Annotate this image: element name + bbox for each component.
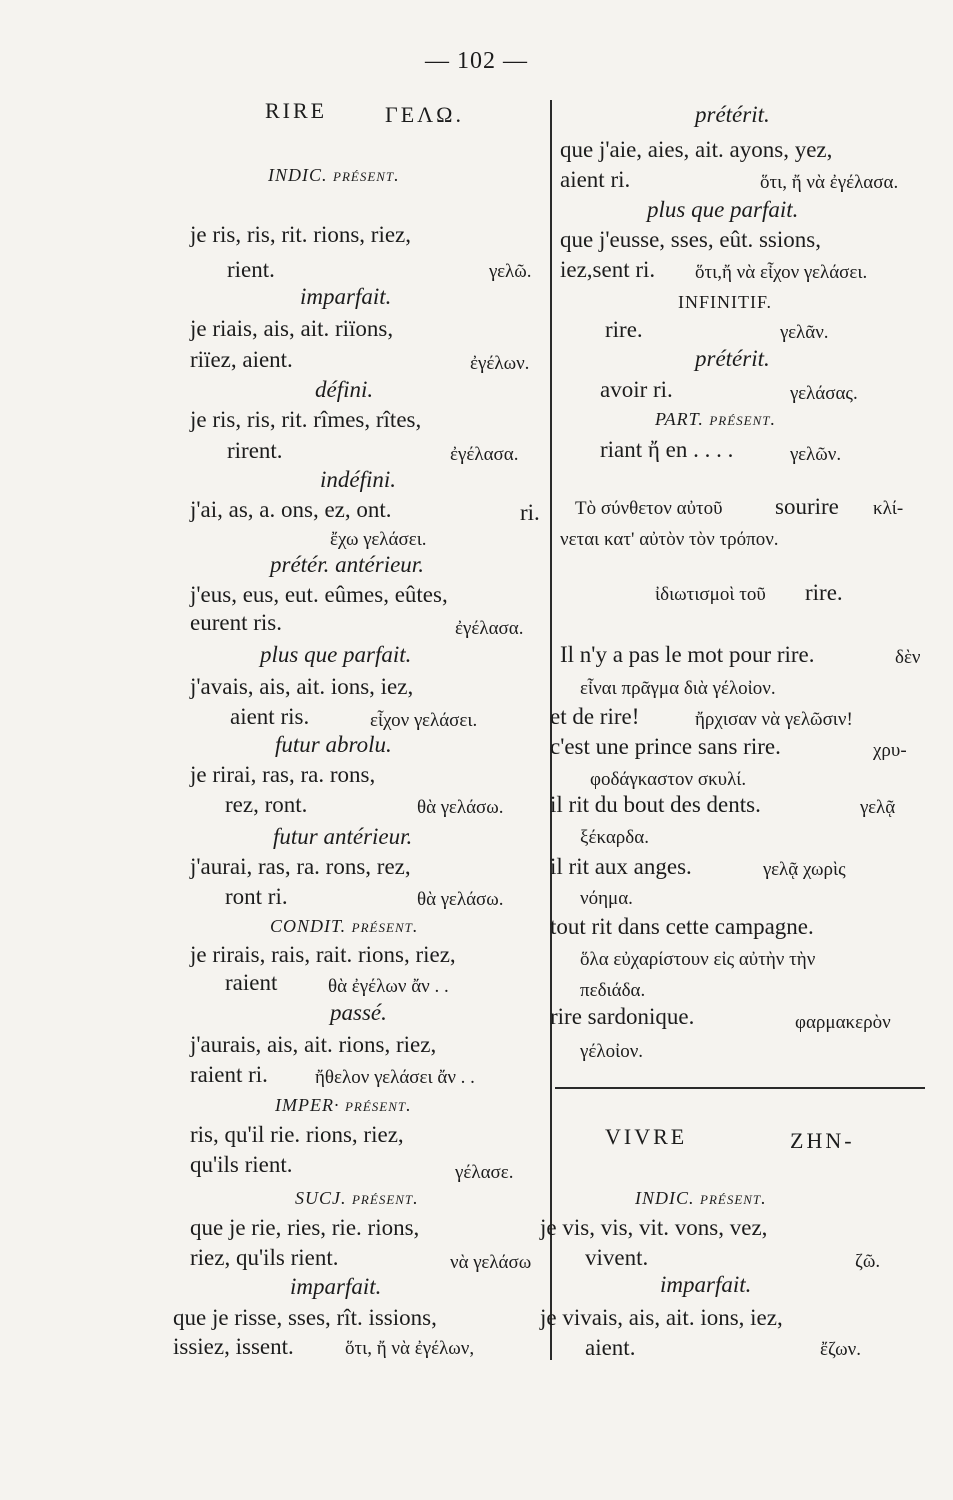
left-text-line: futur antérieur. xyxy=(273,824,413,849)
left-text-line: ἐγέλων. xyxy=(470,353,530,374)
left-text-line: θὰ ἐγέλων ἄν . . xyxy=(328,976,449,997)
left-text-line: θὰ γελάσω. xyxy=(417,889,504,910)
right-text-line: ὅτι, ἤ νὰ ἐγέλασα. xyxy=(760,172,899,193)
left-text-line: indéfini. xyxy=(320,467,397,492)
left-text-line: γελῶ. xyxy=(489,261,532,282)
left-text-line: εἶχον γελάσει. xyxy=(370,710,478,731)
left-text-line: γέλασε. xyxy=(455,1162,514,1183)
left-text-line: eurent ris. xyxy=(190,610,282,635)
left-text-line: j'ai, as, a. ons, ez, ont. xyxy=(190,497,392,522)
right-text-line: aient ri. xyxy=(560,167,631,192)
left-text-line: défini. xyxy=(315,377,374,402)
left-text-line: νὰ γελάσω xyxy=(450,1252,532,1273)
left-text-line: imparfait. xyxy=(300,284,392,309)
left-text-line: SUCJ. présent. xyxy=(295,1188,419,1208)
right-text-line: γελῶν. xyxy=(790,444,842,465)
left-text-line: ἔχω γελάσει. xyxy=(330,529,427,550)
right-text-line: Τὸ σύνθετον αὐτοῦ xyxy=(575,498,723,519)
right-text-line: prétérit. xyxy=(695,346,770,371)
left-text-line: imparfait. xyxy=(290,1274,382,1299)
right-text-line: rire. xyxy=(805,580,843,605)
right-text-line: c'est une prince sans rire. xyxy=(550,734,781,759)
right-text-line: que j'aie, aies, ait. ayons, yez, xyxy=(560,137,833,162)
right-text-line: avoir ri. xyxy=(600,377,673,402)
left-text-line: passé. xyxy=(330,1000,387,1025)
left-text-line: qu'ils rient. xyxy=(190,1152,293,1177)
left-text-line: je ris, ris, rit. rîmes, rîtes, xyxy=(190,407,422,432)
left-text-line: j'aurai, ras, ra. rons, rez, xyxy=(190,854,411,879)
left-text-line: plus que parfait. xyxy=(260,642,412,667)
left-text-line: que je rie, ries, rie. rions, xyxy=(190,1215,420,1240)
left-text-line: ΓΕΛΩ. xyxy=(385,102,464,127)
right-text-line: φοδάγκαστον σκυλί. xyxy=(590,769,747,790)
left-text-line: raient xyxy=(225,970,278,995)
left-text-line: rient. xyxy=(227,257,275,282)
left-text-line: ris, qu'il rie. rions, riez, xyxy=(190,1122,404,1147)
right-text-line: ΖΗΝ- xyxy=(790,1128,855,1153)
right-text-line: vivent. xyxy=(585,1245,649,1270)
right-text-line: γελᾷ xyxy=(860,797,896,818)
left-text-line: prétér. antérieur. xyxy=(270,552,424,577)
right-text-line: rire sardonique. xyxy=(550,1004,695,1029)
right-text-line: sourire xyxy=(775,494,839,519)
left-text-line: rirent. xyxy=(227,438,283,463)
left-text-line: ἐγέλασα. xyxy=(455,618,524,639)
right-text-line: je vivais, ais, ait. ions, iez, xyxy=(540,1305,783,1330)
right-text-line: riant ἤ en . . . . xyxy=(600,437,734,462)
right-text-line: INDIC. présent. xyxy=(635,1188,767,1208)
left-text-line: que je risse, sses, rît. issions, xyxy=(173,1305,437,1330)
right-text-line: il rit du bout des dents. xyxy=(550,792,761,817)
section-rule xyxy=(555,1087,925,1089)
left-text-line: je rirai, ras, ra. rons, xyxy=(190,762,376,787)
right-text-line: il rit aux anges. xyxy=(550,854,692,879)
left-text-line: rez, ront. xyxy=(225,792,308,817)
right-text-line: ἔζων. xyxy=(820,1339,862,1360)
right-text-line: tout rit dans cette campagne. xyxy=(550,914,814,939)
left-text-line: CONDIT. présent. xyxy=(270,916,419,936)
left-text-line: INDIC. présent. xyxy=(268,165,400,185)
left-text-line: j'eus, eus, eut. eûmes, eûtes, xyxy=(190,582,448,607)
right-text-line: aient. xyxy=(585,1335,636,1360)
left-text-line: raient ri. xyxy=(190,1062,268,1087)
right-text-line: INFINITIF. xyxy=(678,292,773,312)
left-text-line: riïez, aient. xyxy=(190,347,293,372)
left-text-line: aient ris. xyxy=(230,704,310,729)
right-text-line: iez,sent ri. xyxy=(560,257,656,282)
right-text-line: ὅτι,ἤ νὰ εἶχον γελάσει. xyxy=(695,262,868,283)
right-text-line: νόημα. xyxy=(580,888,633,909)
right-text-line: ξέκαρδα. xyxy=(580,827,649,848)
left-text-line: ἐγέλασα. xyxy=(450,444,519,465)
left-text-line: ri. xyxy=(520,500,540,525)
right-text-line: imparfait. xyxy=(660,1272,752,1297)
right-text-line: prétérit. xyxy=(695,102,770,127)
right-text-line: δὲν xyxy=(895,647,921,668)
left-text-line: futur abrolu. xyxy=(275,732,392,757)
left-text-line: je riais, ais, ait. riïons, xyxy=(190,316,394,341)
right-text-line: γελᾷ χωρὶς xyxy=(763,859,846,880)
right-text-line: γελᾶν. xyxy=(780,322,829,343)
left-text-line: ront ri. xyxy=(225,884,288,909)
left-text-line: IMPER· présent. xyxy=(275,1095,412,1115)
right-text-line: ἰδιωτισμοὶ τοῦ xyxy=(655,584,766,605)
left-text-line: je ris, ris, rit. rions, riez, xyxy=(190,222,412,247)
right-text-line: γελάσας. xyxy=(790,383,858,404)
right-text-line: PART. présent. xyxy=(655,409,777,429)
left-text-line: riez, qu'ils rient. xyxy=(190,1245,339,1270)
right-text-line: ἤρχισαν νὰ γελῶσιν! xyxy=(695,709,853,730)
right-text-line: χρυ- xyxy=(873,740,907,761)
left-text-line: RIRE xyxy=(265,98,328,123)
right-text-line: νεται κατ' αὐτὸν τὸν τρόπον. xyxy=(560,529,779,550)
right-text-line: πεδιάδα. xyxy=(580,980,646,1001)
right-text-line: que j'eusse, sses, eût. ssions, xyxy=(560,227,821,252)
right-text-line: εἶναι πρᾶγμα διὰ γέλοἰον. xyxy=(580,678,776,699)
left-text-line: j'avais, ais, ait. ions, iez, xyxy=(190,674,414,699)
right-text-line: φαρμακερὸν xyxy=(795,1012,891,1033)
right-text-line: rire. xyxy=(605,317,643,342)
page-number: — 102 — xyxy=(425,48,528,74)
left-text-line: θὰ γελάσω. xyxy=(417,797,504,818)
left-text-line: je rirais, rais, rait. rions, riez, xyxy=(190,942,456,967)
left-text-line: issiez, issent. xyxy=(173,1334,294,1359)
right-text-line: ὅλα εὐχαρίστουν εἰς αὐτὴν τὴν xyxy=(580,949,816,970)
right-text-line: et de rire! xyxy=(550,704,640,729)
right-text-line: je vis, vis, vit. vons, vez, xyxy=(540,1215,768,1240)
left-text-line: ἤθελον γελάσει ἄν . . xyxy=(315,1067,475,1088)
right-text-line: VIVRE xyxy=(605,1124,688,1149)
right-text-line: κλί- xyxy=(873,498,904,519)
right-text-line: plus que parfait. xyxy=(647,197,799,222)
left-text-line: ὅτι, ἤ νὰ ἐγέλων, xyxy=(345,1338,475,1359)
right-text-line: γέλοἰον. xyxy=(580,1041,644,1062)
left-text-line: j'aurais, ais, ait. rions, riez, xyxy=(190,1032,437,1057)
right-text-line: Il n'y a pas le mot pour rire. xyxy=(560,642,815,667)
right-text-line: ζῶ. xyxy=(855,1251,881,1272)
